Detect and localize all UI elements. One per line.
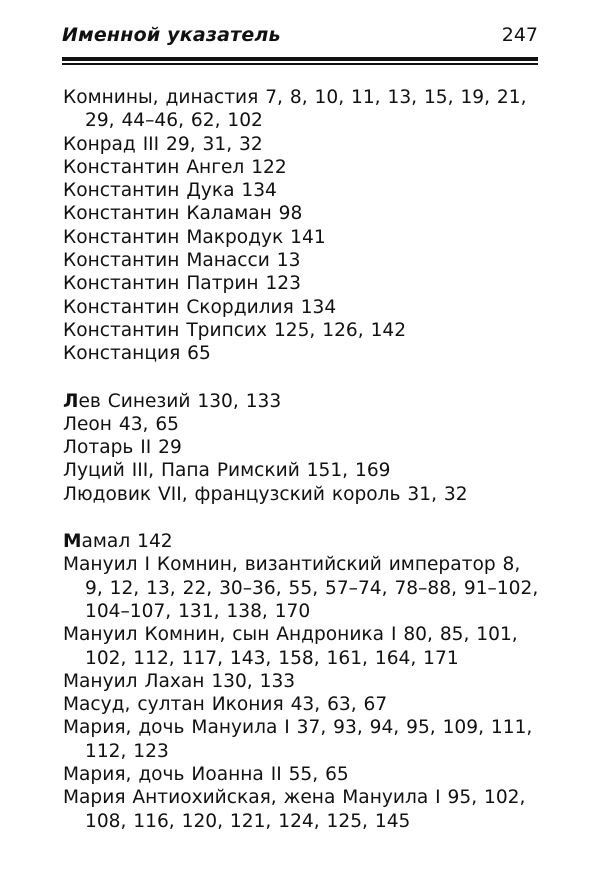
index-entry-text: ев Синезий 130, 133 (78, 390, 282, 412)
index-entry-text: Мануил Лахан 130, 133 (63, 670, 296, 692)
index-section (63, 530, 543, 833)
index-entry (63, 459, 543, 482)
index-entry-text: Леон 43, 65 (63, 413, 180, 435)
index-entry-text: Констанция 65 (63, 343, 211, 365)
index-entry-text: Константин Макродук 141 (63, 226, 326, 248)
index-entry (63, 483, 543, 506)
running-header (62, 22, 538, 52)
section-initial-letter: М (63, 531, 82, 553)
section-initial-letter: Л (63, 390, 79, 412)
index-entry (63, 249, 543, 272)
index-entry-text: Константин Патрин 123 (63, 273, 301, 295)
index-entry-text: Лотарь II 29 (63, 437, 182, 459)
index-entry (63, 623, 543, 670)
index-entry (63, 530, 543, 553)
index-section (63, 86, 543, 366)
index-entry (63, 413, 543, 436)
index-entry (63, 670, 543, 693)
index-entry (63, 202, 543, 225)
index-section (63, 390, 543, 506)
index-entry-text: Константин Дука 134 (63, 180, 277, 202)
index-entry (63, 390, 543, 413)
index-entry (63, 86, 543, 133)
header-rule-thin (62, 63, 538, 65)
index-entry-text: Мария Антиохийская, жена Мануила I 95, 102, 108, 116, 120, 121, 124, 125, 145 (63, 787, 526, 832)
index-entry-text: Мария, дочь Иоанна II 55, 65 (63, 764, 349, 786)
index-entry (63, 226, 543, 249)
index-entry-text: Масуд, султан Икония 43, 63, 67 (63, 694, 388, 716)
index-entry (63, 133, 543, 156)
index-entry-text: Мануил Комнин, сын Андроника I 80, 85, 101, 102, 112, 117, 143, 158, 161, 164, 171 (63, 624, 518, 669)
index-entry (63, 693, 543, 716)
index-entry-text: Конрад III 29, 31, 32 (63, 133, 263, 155)
index-entry (63, 272, 543, 295)
index-entry-text: Константин Ангел 122 (63, 156, 287, 178)
index-entry-text: амал 142 (81, 531, 173, 553)
page-number: 247 (501, 24, 538, 46)
header-rule-thick (62, 57, 538, 61)
index-entry (63, 436, 543, 459)
index-entry (63, 319, 543, 342)
index-entry-text: Мануил I Комнин, византийский император 8, 9, 12, 13, 22, 30–36, 55, 57–74, 78–88, 91–102, 104–107, 131, 138, 170 (63, 554, 539, 622)
index-entry (63, 786, 543, 833)
index-entry (63, 763, 543, 786)
index-entry-text: Константин Манасси 13 (63, 250, 301, 272)
index-entry-text: Константин Скордилия 134 (63, 296, 337, 318)
index-list (63, 86, 543, 833)
index-entry-text: Константин Трипсих 125, 126, 142 (63, 319, 407, 341)
index-entry (63, 342, 543, 365)
index-entry-text: Людовик VII, французский король 31, 32 (63, 483, 468, 505)
index-entry-text: Комнины, династия 7, 8, 10, 11, 13, 15, 19, 21, 29, 44–46, 62, 102 (63, 87, 527, 132)
index-entry-text: Мария, дочь Мануила I 37, 93, 94, 95, 109, 111, 112, 123 (63, 717, 533, 762)
index-entry (63, 179, 543, 202)
index-entry (63, 296, 543, 319)
index-entry-text: Луций III, Папа Римский 151, 169 (63, 460, 391, 482)
index-entry (63, 716, 543, 763)
index-entry (63, 156, 543, 179)
index-entry (63, 553, 543, 623)
header-title: Именной указатель (62, 24, 281, 46)
index-entry-text: Константин Каламан 98 (63, 203, 303, 225)
